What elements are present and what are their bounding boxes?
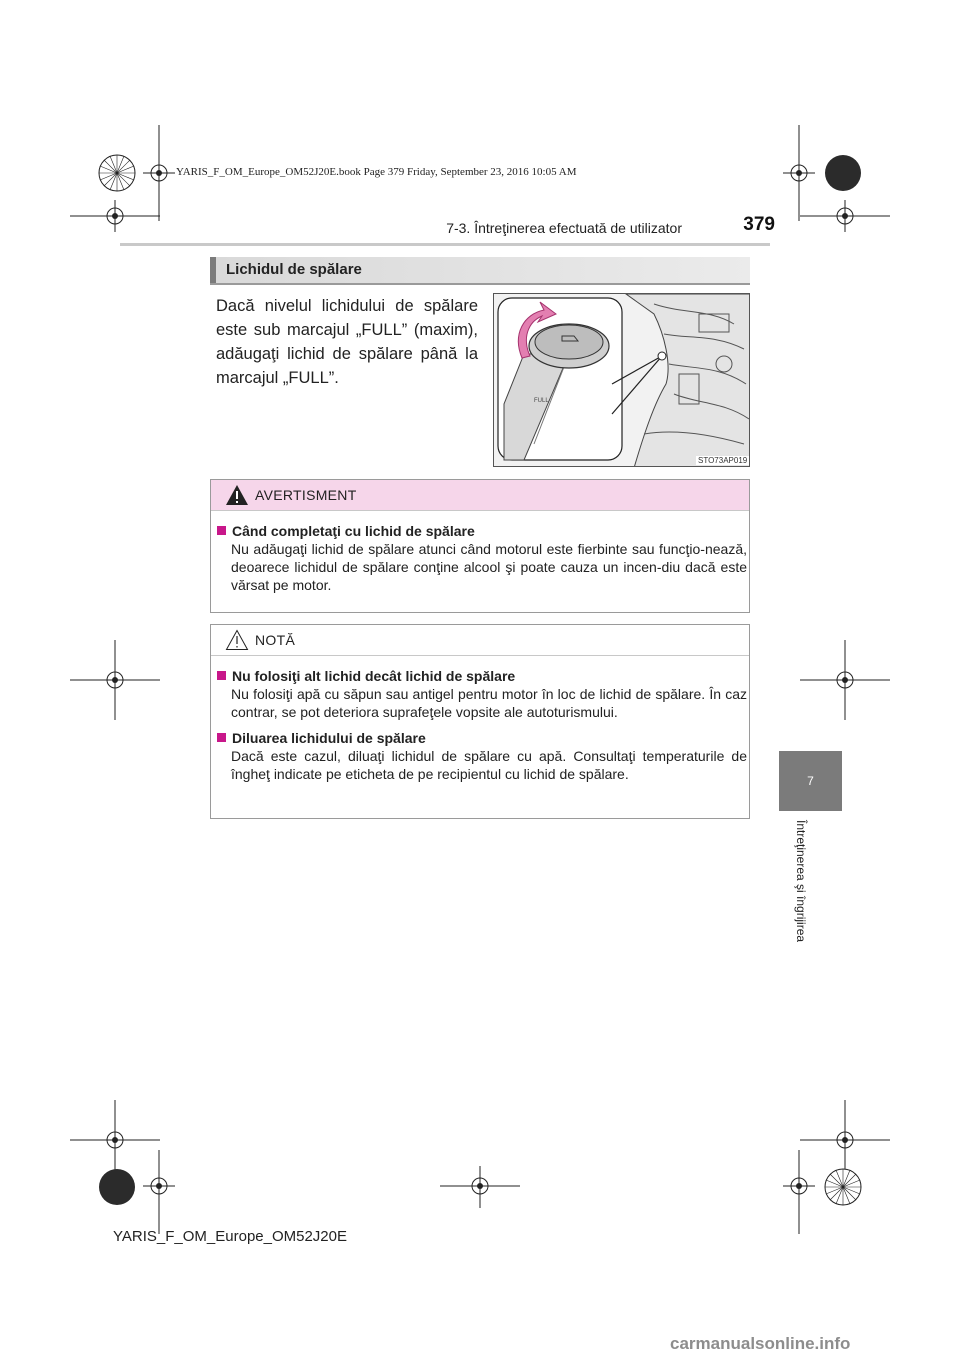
registration-mark-icon bbox=[823, 1167, 863, 1207]
warning-triangle-icon bbox=[225, 484, 249, 506]
washer-fluid-illustration bbox=[493, 293, 750, 467]
page-number: 379 bbox=[743, 214, 775, 235]
warning-item-text: Nu adăugaţi lichid de spălare atunci când motorul este fierbinte sau funcţio-nează, deoarece lichidul de spălare conţine alcool şi poate cauza un incen-diu dacă este vărsat pe motor. bbox=[231, 541, 747, 593]
note-header bbox=[211, 625, 749, 656]
note-item bbox=[217, 729, 747, 783]
crosshair-mark-icon bbox=[143, 1150, 175, 1234]
solid-registration-mark-icon bbox=[823, 153, 863, 193]
note-label: NOTĂ bbox=[255, 632, 296, 648]
watermark-text: carmanualsonline.info bbox=[670, 1334, 851, 1353]
crosshair-mark-icon bbox=[440, 1166, 520, 1208]
chapter-tab bbox=[779, 751, 842, 811]
figure-caption: STO73AP019 bbox=[698, 456, 748, 465]
warning-item-title: Când completaţi cu lichid de spălare bbox=[232, 523, 475, 539]
note-item-text: Nu folosiţi apă cu săpun sau antigel pentru motor în loc de lichid de spălare. În caz contrar, se pot deteriora suprafeţele vopsite ale autoturismului. bbox=[231, 686, 747, 720]
warning-label: AVERTISMENT bbox=[255, 487, 357, 503]
bullet-square-icon bbox=[217, 733, 226, 742]
section-header bbox=[210, 257, 750, 283]
crosshair-mark-icon bbox=[800, 640, 890, 720]
warning-box bbox=[210, 479, 750, 613]
section-rule bbox=[210, 283, 750, 285]
crosshair-mark-icon bbox=[783, 1150, 815, 1234]
chapter-tab-label: Întreţinerea şi îngrijirea bbox=[794, 820, 808, 943]
bullet-square-icon bbox=[217, 526, 226, 535]
chapter-title: 7-3. Întreţinerea efectuată de utilizator bbox=[446, 220, 682, 236]
section-body-text: Dacă nivelul lichidului de spălare este sub marcajul „FULL” (maxim), adăugaţi lichid de spălare până la marcajul „FULL”. bbox=[216, 297, 478, 387]
note-item-title: Nu folosiţi alt lichid decât lichid de spălare bbox=[232, 668, 516, 684]
bullet-square-icon bbox=[217, 671, 226, 680]
warning-item bbox=[217, 522, 747, 594]
note-item bbox=[217, 667, 747, 721]
washer-reservoir-drawing bbox=[494, 294, 750, 467]
full-mark-label: FULL bbox=[534, 398, 549, 404]
note-item-text: Dacă este cazul, diluaţi lichidul de spălare cu apă. Consultaţi temperaturile de îngheţ indicate pe eticheta de pe recipientul cu lichid de spălare. bbox=[231, 748, 747, 782]
crosshair-mark-icon bbox=[800, 200, 890, 232]
crosshair-mark-icon bbox=[70, 200, 160, 232]
caution-triangle-icon bbox=[225, 629, 249, 651]
solid-registration-mark-icon bbox=[97, 1167, 137, 1207]
note-box bbox=[210, 624, 750, 819]
registration-mark-icon bbox=[97, 153, 137, 193]
chapter-tab-number: 7 bbox=[807, 774, 814, 788]
header-rule bbox=[120, 243, 770, 246]
note-item-title: Diluarea lichidului de spălare bbox=[232, 730, 426, 746]
crosshair-mark-icon bbox=[70, 640, 160, 720]
print-info-line: YARIS_F_OM_Europe_OM52J20E.book Page 379 Friday, September 23, 2016 10:05 AM bbox=[176, 166, 577, 178]
warning-header bbox=[211, 480, 749, 511]
section-title: Lichidul de spălare bbox=[226, 261, 362, 278]
document-code: YARIS_F_OM_Europe_OM52J20E bbox=[113, 1228, 348, 1245]
